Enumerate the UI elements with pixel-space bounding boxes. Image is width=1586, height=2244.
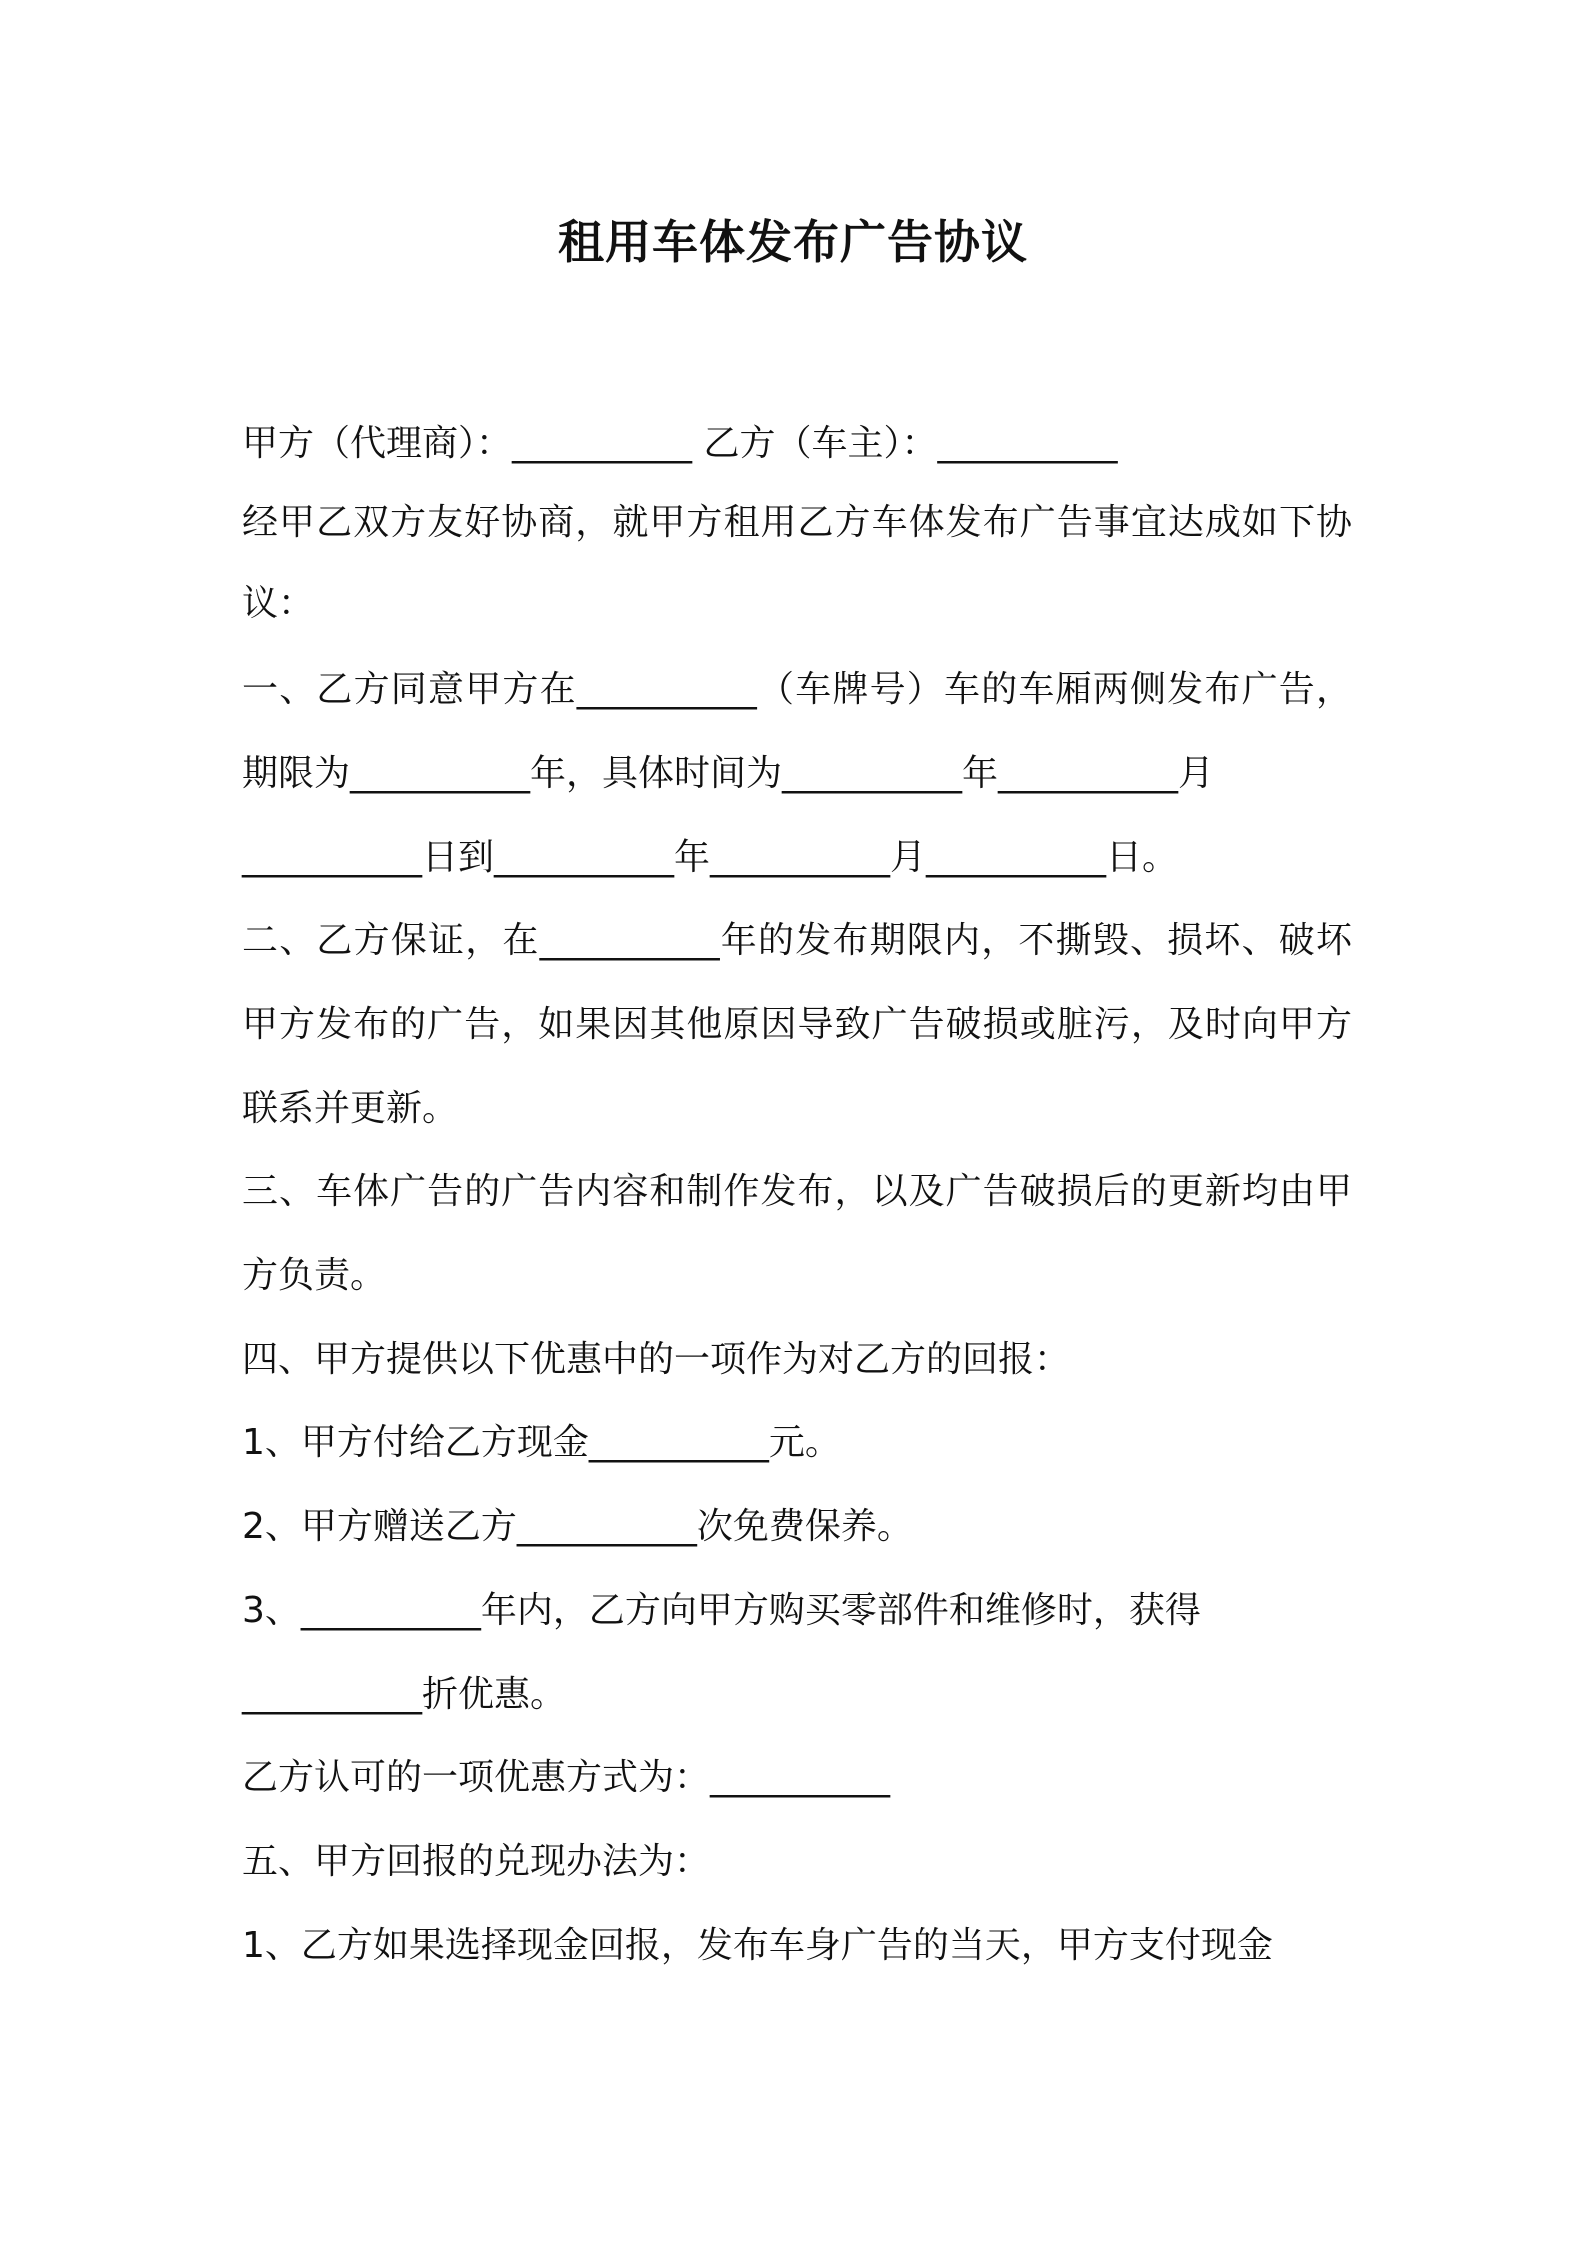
clause-3-line: 方负责。	[242, 1255, 387, 1296]
clause-2-line: 甲方发布的广告，如果因其他原因导致广告破损或脏污，及时向甲方	[242, 1004, 1352, 1045]
clause-4-choice-line: 乙方认可的一项优惠方式为：__________	[242, 1757, 891, 1798]
clause-4-option-3: 3、__________年内，乙方向甲方购买零部件和维修时，获得	[242, 1590, 1201, 1631]
clause-4-line: 四、甲方提供以下优惠中的一项作为对乙方的回报：	[242, 1339, 1071, 1380]
preamble-line-end: 议：	[242, 583, 315, 624]
clause-2-line: 二、乙方保证，在__________年的发布期限内，不撕毁、损坏、破坏	[242, 920, 1352, 961]
clause-5-line: 五、甲方回报的兑现办法为：	[242, 1841, 711, 1882]
clause-2-line: 联系并更新。	[242, 1088, 459, 1129]
preamble-line: 经甲乙双方友好协商，就甲方租用乙方车体发布广告事宜达成如下协	[242, 502, 1352, 543]
clause-4-option-2: 2、甲方赠送乙方__________次免费保养。	[242, 1506, 913, 1547]
clause-3-line: 三、车体广告的广告内容和制作发布，以及广告破损后的更新均由甲	[242, 1171, 1352, 1212]
clause-1-line: 一、乙方同意甲方在__________（车牌号）车的车厢两侧发布广告，	[242, 669, 1352, 710]
parties-line: 甲方（代理商）：__________ 乙方（车主）：__________	[242, 423, 1118, 464]
clause-1-line: 期限为__________年，具体时间为__________年__________月	[242, 753, 1215, 794]
clause-5-option-1: 1、乙方如果选择现金回报，发布车身广告的当天，甲方支付现金	[242, 1925, 1273, 1966]
clause-1-line: __________日到__________年__________月__________日。	[242, 837, 1178, 878]
clause-4-option-1: 1、甲方付给乙方现金__________元。	[242, 1422, 841, 1463]
document-title: 租用车体发布广告协议	[558, 215, 1028, 269]
clause-4-option-3: __________折优惠。	[242, 1674, 567, 1715]
